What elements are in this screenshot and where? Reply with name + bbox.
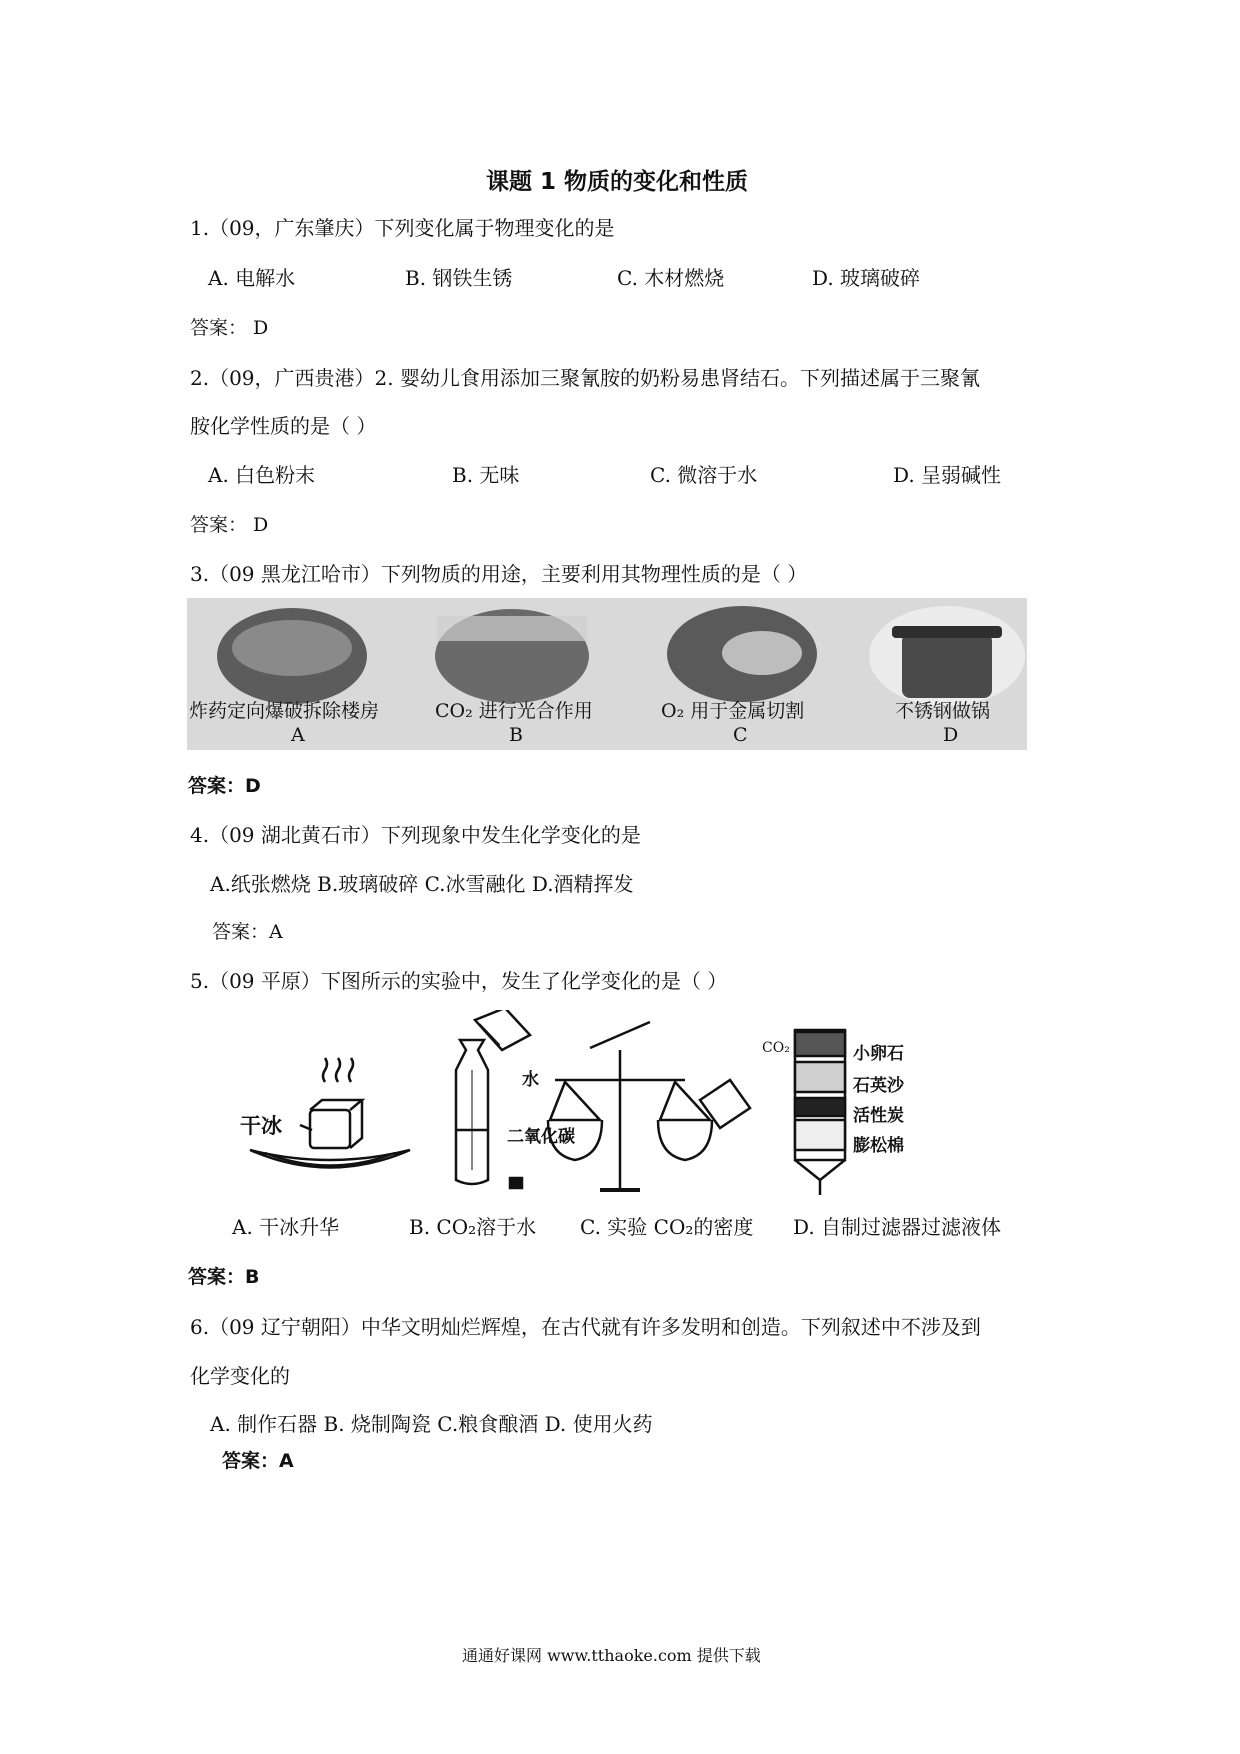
- q4-options: A.纸张燃烧 B.玻璃破碎 C.冰雪融化 D.酒精挥发: [210, 872, 634, 896]
- q6-answer: 答案：A: [222, 1450, 294, 1472]
- q3-caption-a: 炸药定向爆破拆除楼房: [189, 700, 380, 722]
- question-2-text-line1: 2.（09，广西贵港）2. 婴幼儿食用添加三聚氰胺的奶粉易患肾结石。下列描述属于三聚氰: [190, 366, 980, 390]
- q3-caption-b: CO₂ 进行光合作用: [435, 700, 593, 722]
- q4-answer: 答案：A: [212, 921, 283, 943]
- q2-option-a: A. 白色粉末: [208, 463, 316, 487]
- q5-option-c: C. 实验 CO₂的密度: [580, 1215, 754, 1239]
- bottle-figure: [456, 1010, 530, 1188]
- q3-letter-a: A: [291, 724, 305, 746]
- water-label: 水: [522, 1070, 539, 1090]
- co2-label: CO₂: [762, 1040, 790, 1056]
- q3-letter-c: C: [733, 724, 748, 746]
- question-5-text: 5.（09 平原）下图所示的实验中，发生了化学变化的是（ ）: [190, 969, 728, 993]
- q3-letter-b: B: [509, 724, 523, 746]
- q1-option-a: A. 电解水: [208, 266, 296, 290]
- balance-figure: [548, 1022, 750, 1190]
- filter-layer-2: 石英沙: [853, 1076, 904, 1096]
- q3-caption-d: 不锈钢做锅: [895, 700, 991, 722]
- q2-option-b: B. 无味: [452, 463, 520, 487]
- filter-layer-1: 小卵石: [853, 1044, 904, 1064]
- question-3-text: 3.（09 黑龙江哈市）下列物质的用途，主要利用其物理性质的是（ ）: [190, 562, 808, 586]
- filter-figure: [795, 1030, 845, 1195]
- co2-gas-label: 二氧化碳: [507, 1127, 575, 1147]
- q1-option-d: D. 玻璃破碎: [812, 266, 921, 290]
- page-title: 课题 1 物质的变化和性质: [486, 169, 749, 195]
- q6-options: A. 制作石器 B. 烧制陶瓷 C.粮食酿酒 D. 使用火药: [210, 1412, 653, 1436]
- q1-answer: 答案： D: [190, 317, 269, 339]
- q5-option-d: D. 自制过滤器过滤液体: [793, 1215, 1002, 1239]
- question-1-text: 1.（09，广东肇庆）下列变化属于物理变化的是: [190, 216, 615, 240]
- q1-option-b: B. 钢铁生锈: [405, 266, 513, 290]
- q5-figures: [230, 1010, 1030, 1200]
- q5-option-b: B. CO₂溶于水: [409, 1215, 537, 1239]
- question-6-text-line2: 化学变化的: [190, 1364, 290, 1388]
- q3-letter-d: D: [943, 724, 959, 746]
- question-2-text-line2: 胺化学性质的是（ ）: [190, 414, 377, 438]
- q2-option-c: C. 微溶于水: [650, 463, 758, 487]
- q2-answer: 答案： D: [190, 514, 269, 536]
- q2-option-d: D. 呈弱碱性: [893, 463, 1002, 487]
- q3-photo-strip: [187, 598, 1027, 750]
- q3-caption-c: O₂ 用于金属切割: [661, 700, 805, 722]
- question-6-text-line1: 6.（09 辽宁朝阳）中华文明灿烂辉煌，在古代就有许多发明和创造。下列叙述中不涉及到: [190, 1315, 981, 1339]
- page-footer: 通通好课网 www.tthaoke.com 提供下载: [462, 1646, 761, 1665]
- q3-photos: [187, 598, 1027, 750]
- q5-option-a: A. 干冰升华: [232, 1215, 340, 1239]
- q3-answer: 答案：D: [188, 775, 261, 797]
- dry-ice-label: 干冰: [240, 1114, 282, 1138]
- filter-layer-3: 活性炭: [853, 1106, 904, 1126]
- filter-layer-4: 膨松棉: [853, 1136, 904, 1156]
- q1-option-c: C. 木材燃烧: [617, 266, 725, 290]
- q5-answer: 答案：B: [188, 1266, 260, 1288]
- question-4-text: 4.（09 湖北黄石市）下列现象中发生化学变化的是: [190, 823, 641, 847]
